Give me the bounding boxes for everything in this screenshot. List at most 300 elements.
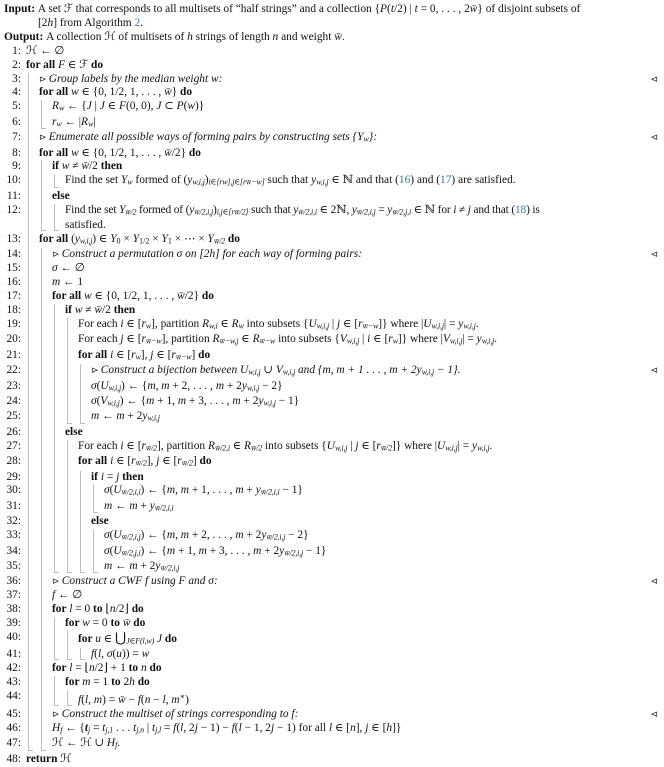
text-segment: ( — [96, 379, 101, 392]
text-segment: w — [238, 321, 244, 331]
text-segment: + 2, . . . , — [189, 529, 236, 542]
line-number: 17: — [6, 290, 21, 303]
text-segment: of multisets of — [115, 30, 188, 43]
text-segment: ∪ — [91, 737, 107, 750]
text-segment: m — [52, 276, 61, 289]
text-segment: else — [65, 425, 83, 438]
algo-line-5 — [0, 100, 664, 115]
algo-line-17 — [0, 290, 664, 304]
text-segment: for all — [52, 290, 85, 303]
text-segment: + 3, . . . , — [206, 544, 254, 557]
line-number: 15: — [6, 262, 21, 275]
text-segment: V — [442, 333, 450, 346]
line-content — [0, 45, 664, 59]
text-segment: to — [110, 617, 123, 630]
text-segment: ≠ — [456, 203, 468, 216]
text-segment: m — [129, 559, 138, 572]
text-segment: such that — [264, 174, 312, 187]
text-segment: ]} — [392, 721, 402, 734]
text-segment: w — [58, 103, 65, 113]
line-content — [0, 174, 664, 189]
algo-line-30 — [0, 484, 664, 499]
text-segment: m — [116, 410, 125, 423]
algo-line-20 — [0, 333, 664, 348]
line-number: 6: — [12, 115, 21, 128]
text-segment: 0 — [116, 236, 121, 246]
text-segment: h — [386, 721, 393, 734]
text-segment: w — [135, 352, 141, 362]
line-number: 16: — [6, 276, 21, 289]
text-segment: and that ( — [470, 203, 515, 216]
text-segment: J — [156, 632, 163, 645]
text-segment: w,i,j — [346, 336, 360, 346]
text-segment: for — [52, 662, 70, 675]
line-content — [0, 233, 664, 248]
line-number: 46: — [6, 721, 21, 734]
text-segment: to — [111, 676, 124, 689]
text-segment: − 1} — [303, 544, 327, 557]
text-segment: + 2, . . . , — [169, 379, 216, 392]
text-segment: − 1) for all — [274, 721, 329, 734]
text-segment: w,i,j — [246, 383, 260, 393]
algo-line-8 — [0, 147, 664, 161]
text-segment: y — [189, 203, 195, 216]
text-segment: R — [202, 317, 210, 330]
text-segment: w,i,j — [108, 383, 121, 393]
text-segment: R — [81, 115, 88, 128]
line-number: 43: — [6, 676, 21, 689]
text-segment: w,i,j — [263, 398, 276, 408]
text-segment: ∈ [ — [123, 317, 142, 330]
text-segment: ← — [63, 737, 81, 750]
text-segment: r — [131, 455, 136, 468]
line-number: 19: — [6, 317, 21, 330]
line-content — [0, 276, 664, 290]
text-segment: U — [113, 544, 122, 557]
text-segment: do — [188, 146, 201, 159]
algo-line-38 — [0, 603, 664, 617]
text-segment: , — [175, 529, 181, 542]
text-segment: l — [162, 694, 166, 707]
algo-line-34 — [0, 545, 664, 560]
line-content — [0, 529, 664, 544]
text-segment: do — [199, 455, 212, 468]
line-content — [0, 349, 664, 364]
text-segment: ) ← { — [140, 529, 167, 542]
text-segment: and {m, m + 1 . . . , m + 2y — [295, 364, 422, 377]
text-segment: ∈ — [217, 317, 232, 330]
text-segment: J — [86, 100, 92, 113]
line-content — [0, 100, 664, 115]
line-content — [0, 545, 664, 560]
text-segment: w — [56, 119, 62, 129]
text-segment: + 1, — [154, 394, 178, 407]
line-number: 33: — [6, 529, 21, 542]
line-number: 30: — [6, 484, 21, 497]
text-segment: j — [156, 455, 160, 468]
text-segment: m — [93, 694, 103, 707]
text-segment: w — [141, 648, 150, 661]
text-segment: j — [120, 333, 124, 346]
text-segment: y — [279, 544, 285, 557]
text-segment: m — [161, 379, 170, 392]
text-segment: /2} — [171, 146, 189, 159]
text-segment: w̄/2,i — [214, 443, 230, 453]
text-segment: h — [129, 676, 135, 689]
text-segment: do — [164, 632, 177, 645]
algo-line-22 — [0, 364, 664, 379]
text-segment: m — [147, 379, 156, 392]
text-segment: w,i,j — [449, 336, 463, 346]
text-segment: ) — [204, 174, 209, 187]
line-content — [0, 708, 664, 722]
text-segment: ∈ [ — [159, 455, 178, 468]
line-number: 38: — [6, 603, 21, 616]
text-segment: if — [65, 304, 75, 317]
algo-line-18 — [0, 304, 664, 318]
text-segment: w,i,j — [431, 321, 444, 331]
text-segment: ℱ — [79, 58, 89, 71]
text-segment: w̄/2,i,j — [284, 548, 304, 558]
algo-line-26 — [0, 426, 664, 440]
text-segment: for all — [39, 233, 72, 245]
text-segment: t — [133, 721, 137, 734]
text-segment: ⌊ — [105, 603, 110, 616]
text-segment: | — [359, 333, 368, 346]
text-segment: ℕ — [342, 174, 354, 187]
line-number: 32: — [6, 515, 21, 528]
text-segment: w,i,j — [248, 367, 261, 377]
eq-ref-link[interactable]: 17 — [440, 174, 452, 187]
text-segment: ( — [109, 544, 114, 557]
text-segment: ℋ — [52, 737, 64, 750]
text-segment: n — [88, 662, 95, 675]
line-number: 39: — [6, 617, 21, 630]
text-segment: ← | — [61, 115, 82, 128]
text-segment: j — [194, 721, 198, 734]
text-segment: H — [106, 737, 116, 750]
text-segment: do — [198, 348, 211, 361]
text-segment: m — [198, 544, 207, 557]
algo-line-6 — [0, 116, 664, 131]
text-segment: w̄/2,i,j — [160, 563, 180, 573]
text-segment: w̄/2 — [213, 236, 225, 246]
text-segment: ∈ — [104, 100, 119, 113]
text-segment: − 1) − — [197, 721, 232, 734]
text-segment: w̄/2,i,i — [121, 487, 141, 497]
line-content — [0, 589, 664, 603]
text-segment: For each — [78, 333, 121, 346]
text-segment: ], — [355, 721, 366, 734]
text-segment: h — [47, 16, 54, 29]
line-content — [0, 737, 664, 752]
line-number: 11: — [6, 189, 21, 202]
text-segment: | — [91, 100, 100, 113]
text-segment: | — [347, 439, 356, 452]
text-segment: j — [355, 439, 359, 452]
text-segment: y — [261, 529, 267, 542]
text-segment: w̄−w — [362, 321, 379, 331]
text-segment: m — [104, 499, 113, 512]
text-segment: R — [52, 100, 59, 113]
algo-line-continuation — [0, 219, 664, 233]
text-segment: ∈ [ — [332, 721, 351, 734]
text-segment: w,i,j — [421, 367, 435, 377]
text-segment: ( — [112, 648, 117, 661]
text-segment: do — [133, 617, 146, 630]
line-content — [0, 131, 664, 146]
text-segment: J∈F(l,w) — [126, 636, 155, 646]
line-content — [0, 722, 664, 737]
text-segment: × — [120, 233, 133, 245]
text-segment: w,i,j — [192, 177, 205, 187]
text-segment: J — [99, 100, 105, 113]
text-segment: ], partition — [161, 333, 213, 346]
text-segment: R — [212, 333, 220, 346]
output-line — [4, 31, 664, 45]
text-segment: ]} where | — [397, 333, 443, 346]
text-segment: ← { — [64, 100, 87, 113]
text-segment: for all — [39, 86, 72, 99]
text-segment: ) ∈ — [92, 233, 111, 245]
text-segment: Construct the multiset of strings corresponding to f: — [61, 708, 299, 720]
text-segment: U — [308, 317, 317, 330]
algorithm-ref-link[interactable]: 2 — [134, 16, 141, 29]
line-content — [0, 262, 664, 276]
comment-start-icon: ⊳ — [91, 365, 101, 376]
line-number: 29: — [6, 470, 21, 483]
eq-ref-link[interactable]: 18 — [514, 203, 527, 216]
text-segment: else — [52, 189, 70, 202]
text-segment: ≠ — [69, 160, 82, 173]
text-segment: ) ← { — [119, 394, 147, 407]
text-segment: do — [88, 58, 104, 71]
text-segment: t — [414, 3, 418, 15]
text-segment: = — [161, 721, 174, 734]
text-segment: ← — [112, 559, 130, 572]
text-segment: w̄ — [81, 160, 89, 173]
line-number: 10: — [6, 174, 21, 187]
text-segment: f — [91, 648, 95, 661]
text-segment: w̄ — [177, 290, 185, 303]
algo-line-42 — [0, 662, 664, 676]
eq-ref-link[interactable]: 16 — [398, 174, 411, 187]
text-segment: Y — [119, 203, 126, 216]
comment-end-icon: ⊲ — [650, 73, 658, 84]
text-segment: ℋ — [60, 752, 72, 765]
text-segment: . — [494, 333, 497, 346]
text-segment: ) is — [526, 203, 540, 216]
text-segment: n — [272, 30, 279, 43]
text-segment: w — [127, 177, 133, 187]
algo-line-13 — [0, 233, 664, 248]
comment-end-icon: ⊲ — [650, 249, 658, 260]
text-segment: else — [91, 515, 109, 528]
text-segment: w̄/2 — [251, 443, 263, 453]
text-segment: w̄/2,i,j — [356, 207, 376, 217]
text-segment: do — [131, 603, 144, 616]
text-segment: × — [149, 233, 162, 245]
algo-line-41 — [0, 648, 664, 662]
text-segment: j,l — [155, 725, 162, 735]
text-segment: i — [110, 348, 114, 361]
text-segment: i — [120, 317, 124, 330]
line-content — [0, 318, 664, 333]
text-segment: U — [100, 379, 109, 392]
text-segment: j — [337, 317, 341, 330]
line-content — [0, 160, 664, 174]
text-segment: m — [91, 410, 100, 423]
text-segment: ∈ [ — [370, 333, 389, 346]
text-segment: ( — [81, 694, 85, 707]
text-segment: ℕ — [336, 203, 347, 216]
text-segment: w̄/2,i,j — [121, 532, 141, 542]
input-line-continuation — [4, 17, 664, 31]
text-segment: y — [472, 439, 478, 452]
text-segment: } — [171, 86, 181, 99]
text-segment: then — [100, 160, 123, 173]
text-segment: j — [365, 721, 369, 734]
text-segment: ( — [387, 3, 391, 15]
text-segment: for — [78, 632, 96, 645]
text-segment: f — [78, 694, 82, 707]
line-content — [0, 147, 664, 161]
line-number: 45: — [6, 708, 21, 720]
text-segment: (0, 0), — [125, 100, 157, 113]
line-content — [0, 116, 664, 131]
line-number: 42: — [6, 662, 21, 675]
text-segment: y — [241, 379, 247, 392]
line-number: 36: — [6, 575, 21, 588]
algo-line-29 — [0, 471, 664, 485]
algo-line-31 — [0, 500, 664, 515]
text-segment: )) = — [121, 648, 142, 661]
line-content — [0, 471, 664, 485]
algo-line-35 — [0, 560, 664, 575]
text-segment: m — [180, 529, 190, 542]
line-number: 48: — [6, 752, 21, 765]
line-number: 47: — [6, 737, 21, 750]
comment-start-icon: ⊳ — [39, 73, 49, 84]
text-segment: strings of length — [192, 30, 273, 43]
text-segment: m — [166, 484, 176, 497]
text-segment: w — [187, 100, 196, 113]
text-segment: f — [52, 589, 56, 602]
text-segment: U — [437, 439, 446, 452]
text-segment: w,i — [209, 321, 218, 331]
text-segment: j,n — [136, 725, 144, 735]
text-segment: w̄ — [469, 3, 478, 15]
text-segment: ) ← { — [121, 379, 148, 392]
text-segment: w̄/2,i,i — [298, 207, 317, 217]
text-segment: , — [101, 648, 107, 661]
text-segment: + 2 — [124, 410, 143, 423]
text-segment: r — [52, 115, 57, 128]
text-segment: y — [458, 317, 464, 330]
text-segment: w̄/2,i,i — [154, 503, 174, 513]
text-segment: j — [88, 725, 91, 735]
line-number: 1: — [12, 44, 21, 57]
line-content — [0, 617, 664, 631]
line-number: 35: — [6, 559, 21, 572]
text-segment: V — [339, 333, 347, 346]
text-segment: w̄−w — [175, 352, 192, 362]
algo-line-25 — [0, 410, 664, 425]
text-segment: i — [110, 455, 114, 468]
text-segment: r — [131, 348, 136, 361]
text-segment: m — [215, 379, 225, 392]
line-content — [0, 753, 664, 767]
text-segment: formed of ( — [132, 174, 188, 187]
text-segment: m — [177, 394, 187, 407]
algo-line-24 — [0, 395, 664, 410]
comment-start-icon: ⊳ — [52, 709, 62, 719]
text-segment: . — [117, 737, 121, 750]
text-segment: 1/2 — [139, 236, 150, 246]
text-segment: for all — [78, 348, 111, 361]
text-segment: ], — [146, 455, 157, 468]
algo-line-10 — [0, 174, 664, 189]
line-number: 31: — [6, 499, 21, 512]
text-segment: − 1} — [275, 394, 300, 407]
text-segment: such that — [248, 203, 294, 216]
text-segment: n — [109, 603, 116, 616]
text-segment: + — [137, 499, 150, 512]
text-segment: t — [102, 721, 106, 734]
line-content — [0, 204, 664, 219]
algo-line-33 — [0, 529, 664, 544]
text-segment: = — [375, 203, 388, 216]
text-segment: ⊂ — [161, 100, 177, 113]
text-segment: ← ∅ — [37, 44, 65, 57]
text-segment: . — [140, 16, 144, 29]
text-segment: m — [129, 499, 138, 512]
text-segment: return — [26, 752, 61, 765]
line-number: 23: — [6, 379, 21, 392]
text-segment: /2 — [101, 304, 114, 317]
text-segment: = 0, . . . , 2 — [417, 3, 470, 15]
text-segment: = 0 — [89, 617, 111, 630]
text-segment: y — [142, 410, 148, 423]
text-segment: ( — [94, 648, 98, 661]
text-segment: if — [91, 470, 101, 483]
text-segment: i — [367, 333, 371, 346]
text-segment: j — [467, 203, 471, 216]
text-segment: f — [60, 725, 63, 735]
text-segment: y — [74, 233, 80, 245]
text-segment: w̄/2 — [181, 458, 193, 468]
text-segment: for — [52, 603, 70, 616]
text-segment: for — [434, 203, 454, 216]
line-content — [0, 631, 664, 648]
text-segment: R — [231, 317, 239, 330]
text-segment: − 2} — [259, 379, 283, 392]
text-segment: | — [329, 317, 338, 330]
text-segment: j — [116, 470, 120, 483]
line-number: 18: — [6, 304, 21, 317]
line-number: 44: — [6, 690, 21, 703]
text-segment: i,j∈[rw̄/2] — [216, 207, 249, 217]
text-segment: j — [150, 348, 154, 361]
algo-line-4 — [0, 86, 664, 100]
text-segment: = 1 — [90, 676, 112, 689]
text-segment: − — [125, 694, 138, 707]
text-segment: J — [156, 100, 162, 113]
text-segment: ( — [183, 100, 188, 113]
text-segment: y — [149, 499, 155, 512]
text-segment: + 1, — [175, 544, 199, 557]
text-segment: ) = — [102, 694, 118, 707]
